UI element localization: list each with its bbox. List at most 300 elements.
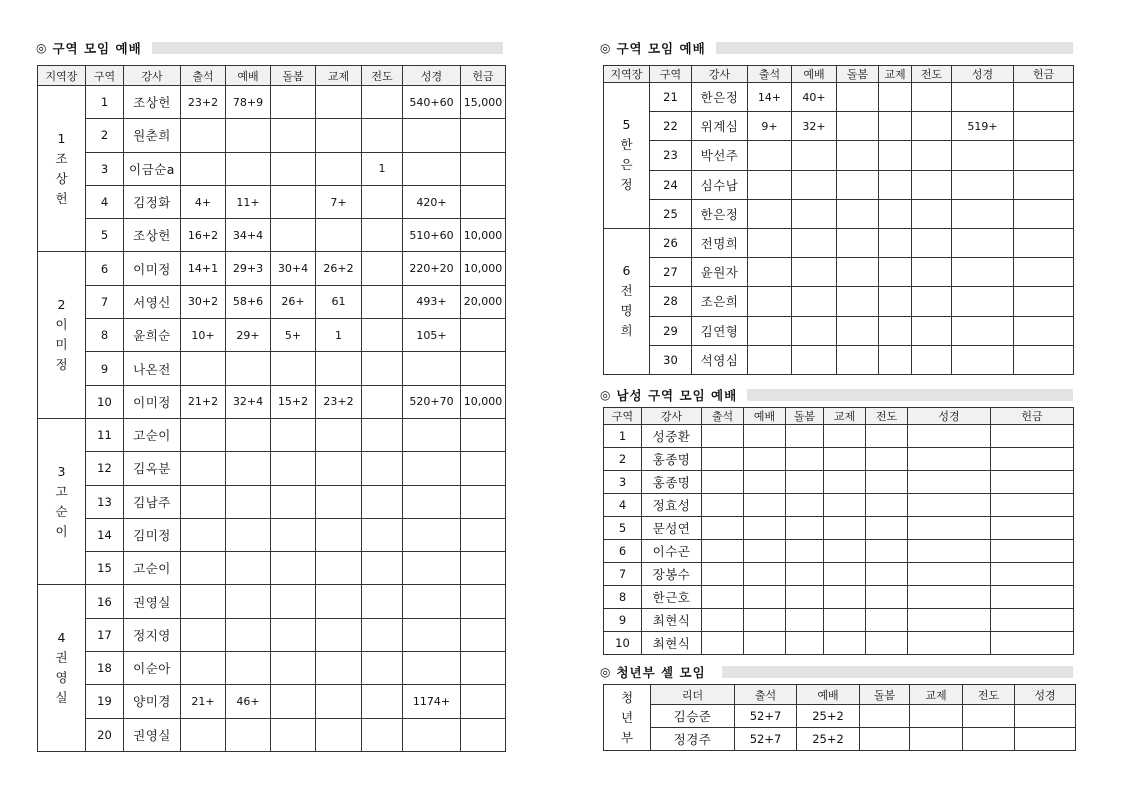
district-number: 6: [604, 540, 642, 563]
value-cell: [362, 618, 403, 651]
value-cell: [362, 518, 403, 551]
value-cell: [362, 452, 403, 485]
teacher-name: 한근호: [642, 586, 702, 609]
district-number: 24: [650, 170, 692, 199]
value-cell: [952, 170, 1014, 199]
teacher-name: 성중환: [642, 425, 702, 448]
value-cell: [226, 585, 271, 618]
value-cell: 46+: [226, 685, 271, 718]
leader-cell: [604, 83, 650, 229]
district-number: 18: [86, 652, 124, 685]
value-cell: [748, 287, 792, 316]
value-cell: [786, 632, 824, 655]
teacher-name: 석영심: [692, 345, 748, 374]
value-cell: [403, 152, 461, 185]
value-cell: [837, 83, 879, 112]
leader-name: 정경주: [651, 728, 735, 751]
value-cell: [866, 517, 908, 540]
value-cell: [702, 471, 744, 494]
leader-name-char: 고: [55, 483, 68, 499]
leader-name-char: 한: [620, 137, 633, 153]
value-cell: [786, 494, 824, 517]
value-cell: [837, 258, 879, 287]
table-row: [604, 632, 1074, 655]
value-cell: [461, 352, 506, 385]
value-cell: 30+4: [271, 252, 316, 285]
column-header: 헌금: [461, 66, 506, 86]
value-cell: [991, 471, 1074, 494]
value-cell: [316, 152, 362, 185]
leader-name: 김승준: [651, 705, 735, 728]
value-cell: 32+: [792, 112, 837, 141]
leader-cell: [38, 86, 86, 252]
leader-name-char: 헌: [55, 190, 68, 206]
value-cell: [226, 119, 271, 152]
value-cell: [403, 518, 461, 551]
value-cell: 540+60: [403, 86, 461, 119]
value-cell: [860, 728, 910, 751]
value-cell: [744, 517, 786, 540]
teacher-name: 서영신: [124, 285, 181, 318]
value-cell: [1015, 705, 1076, 728]
value-cell: 21+2: [181, 385, 226, 418]
value-cell: [181, 452, 226, 485]
value-cell: [316, 685, 362, 718]
value-cell: [403, 552, 461, 585]
value-cell: [879, 83, 912, 112]
value-cell: [181, 618, 226, 651]
value-cell: [912, 287, 952, 316]
leader-name-char: 상: [55, 170, 68, 186]
value-cell: [866, 609, 908, 632]
value-cell: [792, 258, 837, 287]
value-cell: [910, 705, 963, 728]
table-row: [604, 170, 1074, 199]
value-cell: 21+: [181, 685, 226, 718]
teacher-name: 한은정: [692, 199, 748, 228]
value-cell: [181, 152, 226, 185]
value-cell: [226, 652, 271, 685]
column-header: 예배: [226, 66, 271, 86]
column-header: 돌봄: [860, 685, 910, 705]
value-cell: [824, 448, 866, 471]
teacher-name: 정효성: [642, 494, 702, 517]
value-cell: [837, 287, 879, 316]
value-cell: [824, 517, 866, 540]
value-cell: [1014, 258, 1074, 287]
value-cell: [908, 471, 991, 494]
value-cell: [702, 563, 744, 586]
value-cell: 14+1: [181, 252, 226, 285]
column-header: 헌금: [991, 408, 1074, 425]
teacher-name: 김연형: [692, 316, 748, 345]
district-number: 3: [604, 471, 642, 494]
value-cell: [362, 552, 403, 585]
value-cell: [403, 418, 461, 451]
value-cell: 20,000: [461, 285, 506, 318]
value-cell: [748, 141, 792, 170]
value-cell: [271, 418, 316, 451]
men-section-title: [600, 387, 1073, 403]
teacher-name: 이수곤: [642, 540, 702, 563]
table-row: [38, 652, 506, 685]
value-cell: [824, 540, 866, 563]
value-cell: [912, 170, 952, 199]
value-cell: [461, 485, 506, 518]
value-cell: [362, 418, 403, 451]
value-cell: [912, 258, 952, 287]
value-cell: 14+: [748, 83, 792, 112]
column-header: 예배: [792, 66, 837, 83]
value-cell: [362, 385, 403, 418]
group-name-char: 청: [620, 689, 634, 705]
table-row: [38, 119, 506, 152]
table-row: [38, 485, 506, 518]
value-cell: [837, 141, 879, 170]
value-cell: [271, 518, 316, 551]
value-cell: [952, 316, 1014, 345]
teacher-name: 윤희순: [124, 319, 181, 352]
leader-name-char: 실: [55, 690, 68, 706]
value-cell: [271, 219, 316, 252]
value-cell: [910, 728, 963, 751]
column-header: 강사: [642, 408, 702, 425]
value-cell: [362, 219, 403, 252]
teacher-name: 고순이: [124, 418, 181, 451]
value-cell: 26+: [271, 285, 316, 318]
teacher-name: 윤원자: [692, 258, 748, 287]
value-cell: [792, 316, 837, 345]
value-cell: [908, 540, 991, 563]
column-header: 교제: [824, 408, 866, 425]
value-cell: [792, 170, 837, 199]
value-cell: [271, 352, 316, 385]
value-cell: [879, 345, 912, 374]
district-number: 2: [86, 119, 124, 152]
header-row: [604, 408, 1074, 425]
district-number: 9: [604, 609, 642, 632]
value-cell: [271, 618, 316, 651]
value-cell: [792, 287, 837, 316]
value-cell: [744, 586, 786, 609]
column-header: 리더: [651, 685, 735, 705]
value-cell: [316, 618, 362, 651]
value-cell: [461, 152, 506, 185]
value-cell: [879, 170, 912, 199]
value-cell: [461, 452, 506, 485]
table-row: [38, 718, 506, 751]
table-row: [604, 112, 1074, 141]
value-cell: 29+: [226, 319, 271, 352]
teacher-name: 최현식: [642, 632, 702, 655]
value-cell: [316, 485, 362, 518]
value-cell: [271, 552, 316, 585]
value-cell: [1014, 345, 1074, 374]
value-cell: 519+: [952, 112, 1014, 141]
value-cell: [908, 517, 991, 540]
leader-name-char: 전: [620, 283, 633, 299]
district-number: 3: [86, 152, 124, 185]
district-number: 4: [86, 185, 124, 218]
value-cell: [748, 170, 792, 199]
column-header: 구역: [650, 66, 692, 83]
value-cell: 9+: [748, 112, 792, 141]
leader-name-char: 3: [57, 463, 66, 479]
teacher-name: 홍종명: [642, 471, 702, 494]
value-cell: [403, 452, 461, 485]
value-cell: [786, 517, 824, 540]
district-number: 25: [650, 199, 692, 228]
value-cell: [226, 452, 271, 485]
value-cell: [786, 448, 824, 471]
value-cell: [786, 563, 824, 586]
leader-cell: [38, 252, 86, 418]
value-cell: [792, 199, 837, 228]
value-cell: [226, 352, 271, 385]
table-row: [604, 287, 1074, 316]
value-cell: [403, 718, 461, 751]
value-cell: [226, 485, 271, 518]
teacher-name: 권영실: [124, 585, 181, 618]
district-number: 8: [604, 586, 642, 609]
district-number: 2: [604, 448, 642, 471]
value-cell: [1014, 316, 1074, 345]
value-cell: [226, 518, 271, 551]
table-row: [604, 609, 1074, 632]
column-header: 돌봄: [271, 66, 316, 86]
value-cell: 30+2: [181, 285, 226, 318]
district-number: 21: [650, 83, 692, 112]
value-cell: 105+: [403, 319, 461, 352]
teacher-name: 나온전: [124, 352, 181, 385]
value-cell: [991, 632, 1074, 655]
district-number: 6: [86, 252, 124, 285]
value-cell: 7+: [316, 185, 362, 218]
value-cell: 52+7: [735, 728, 797, 751]
men-title-text: 남성 구역 모임 예배: [616, 388, 738, 403]
column-header: 전도: [963, 685, 1015, 705]
value-cell: [403, 485, 461, 518]
table-row: [604, 345, 1074, 374]
value-cell: [461, 718, 506, 751]
district-number: 1: [86, 86, 124, 119]
value-cell: [991, 425, 1074, 448]
value-cell: [908, 586, 991, 609]
value-cell: [748, 345, 792, 374]
value-cell: [702, 632, 744, 655]
value-cell: [908, 448, 991, 471]
value-cell: [744, 425, 786, 448]
circle-marker-icon: ◎: [600, 665, 611, 679]
value-cell: [908, 425, 991, 448]
value-cell: [702, 425, 744, 448]
value-cell: [748, 316, 792, 345]
teacher-name: 김남주: [124, 485, 181, 518]
value-cell: [912, 83, 952, 112]
value-cell: [824, 632, 866, 655]
column-header: 교제: [879, 66, 912, 83]
value-cell: [316, 718, 362, 751]
column-header: 구역: [604, 408, 642, 425]
teacher-name: 김옥분: [124, 452, 181, 485]
value-cell: [860, 705, 910, 728]
group-name-char: 년: [620, 709, 634, 725]
value-cell: [963, 705, 1015, 728]
table-row: [604, 316, 1074, 345]
value-cell: [461, 119, 506, 152]
value-cell: [824, 425, 866, 448]
circle-marker-icon: ◎: [600, 388, 611, 402]
column-header: 출석: [748, 66, 792, 83]
value-cell: [952, 228, 1014, 257]
value-cell: [316, 552, 362, 585]
table-row: [604, 471, 1074, 494]
column-header: 전도: [362, 66, 403, 86]
teacher-name: 이순아: [124, 652, 181, 685]
teacher-name: 한은정: [692, 83, 748, 112]
value-cell: [744, 632, 786, 655]
value-cell: [461, 418, 506, 451]
value-cell: [866, 448, 908, 471]
table-row: [38, 685, 506, 718]
table-row: [38, 385, 506, 418]
value-cell: [226, 618, 271, 651]
district-number: 15: [86, 552, 124, 585]
value-cell: [316, 518, 362, 551]
value-cell: [866, 563, 908, 586]
value-cell: [271, 119, 316, 152]
column-header: 지역장: [38, 66, 86, 86]
circle-marker-icon: ◎: [36, 41, 47, 55]
value-cell: [403, 618, 461, 651]
teacher-name: 조상헌: [124, 219, 181, 252]
table-row: [38, 86, 506, 119]
value-cell: [362, 252, 403, 285]
value-cell: [908, 609, 991, 632]
value-cell: [952, 258, 1014, 287]
left-section-title: [36, 40, 503, 56]
column-header: 교제: [910, 685, 963, 705]
value-cell: [226, 152, 271, 185]
value-cell: [879, 141, 912, 170]
value-cell: [744, 540, 786, 563]
value-cell: [1014, 83, 1074, 112]
value-cell: [912, 112, 952, 141]
teacher-name: 심수남: [692, 170, 748, 199]
value-cell: [908, 563, 991, 586]
value-cell: [991, 563, 1074, 586]
leader-name-char: 1: [57, 130, 66, 146]
value-cell: 10,000: [461, 252, 506, 285]
table-row: [604, 141, 1074, 170]
district-number: 11: [86, 418, 124, 451]
leader-name-char: 2: [57, 297, 66, 313]
value-cell: [824, 609, 866, 632]
youth-title-text: 청년부 셀 모임: [616, 665, 706, 680]
district-number: 20: [86, 718, 124, 751]
value-cell: [786, 586, 824, 609]
value-cell: [908, 632, 991, 655]
value-cell: [362, 185, 403, 218]
value-cell: [912, 316, 952, 345]
value-cell: 16+2: [181, 219, 226, 252]
value-cell: [866, 471, 908, 494]
district-number: 7: [86, 285, 124, 318]
value-cell: [362, 285, 403, 318]
value-cell: [991, 494, 1074, 517]
district-number: 9: [86, 352, 124, 385]
column-header: 예배: [797, 685, 860, 705]
value-cell: [226, 718, 271, 751]
column-header: 강사: [124, 66, 181, 86]
value-cell: 40+: [792, 83, 837, 112]
district-number: 4: [604, 494, 642, 517]
value-cell: 1174+: [403, 685, 461, 718]
value-cell: 15,000: [461, 86, 506, 119]
value-cell: [181, 652, 226, 685]
leader-cell: [604, 228, 650, 374]
right-section-title: [600, 40, 1073, 56]
district-number: 10: [86, 385, 124, 418]
teacher-name: 양미경: [124, 685, 181, 718]
value-cell: [181, 119, 226, 152]
column-header: 성경: [403, 66, 461, 86]
leader-name-char: 6: [622, 263, 631, 279]
district-number: 12: [86, 452, 124, 485]
value-cell: [403, 119, 461, 152]
value-cell: [316, 352, 362, 385]
teacher-name: 박선주: [692, 141, 748, 170]
value-cell: [362, 585, 403, 618]
value-cell: [181, 518, 226, 551]
header-row: [604, 685, 1076, 705]
value-cell: [702, 494, 744, 517]
value-cell: 10,000: [461, 219, 506, 252]
leader-name-char: 권: [55, 650, 68, 666]
value-cell: [786, 609, 824, 632]
district-number: 13: [86, 485, 124, 518]
table-row: [604, 83, 1074, 112]
value-cell: [879, 258, 912, 287]
value-cell: 220+20: [403, 252, 461, 285]
value-cell: 10+: [181, 319, 226, 352]
teacher-name: 최현식: [642, 609, 702, 632]
table-row: [604, 199, 1074, 228]
table-row: [38, 185, 506, 218]
value-cell: [912, 228, 952, 257]
value-cell: [1014, 287, 1074, 316]
value-cell: [362, 718, 403, 751]
column-header: 돌봄: [786, 408, 824, 425]
value-cell: [792, 228, 837, 257]
value-cell: [702, 586, 744, 609]
value-cell: [963, 728, 1015, 751]
value-cell: [181, 718, 226, 751]
leader-name-char: 명: [620, 303, 633, 319]
header-row: [604, 66, 1074, 83]
district-number: 7: [604, 563, 642, 586]
table-row: [604, 728, 1076, 751]
value-cell: [226, 552, 271, 585]
value-cell: [461, 652, 506, 685]
value-cell: [786, 540, 824, 563]
value-cell: [362, 685, 403, 718]
table-row: [38, 319, 506, 352]
value-cell: 58+6: [226, 285, 271, 318]
value-cell: [316, 119, 362, 152]
leader-name-char: 이: [55, 317, 68, 333]
value-cell: 29+3: [226, 252, 271, 285]
